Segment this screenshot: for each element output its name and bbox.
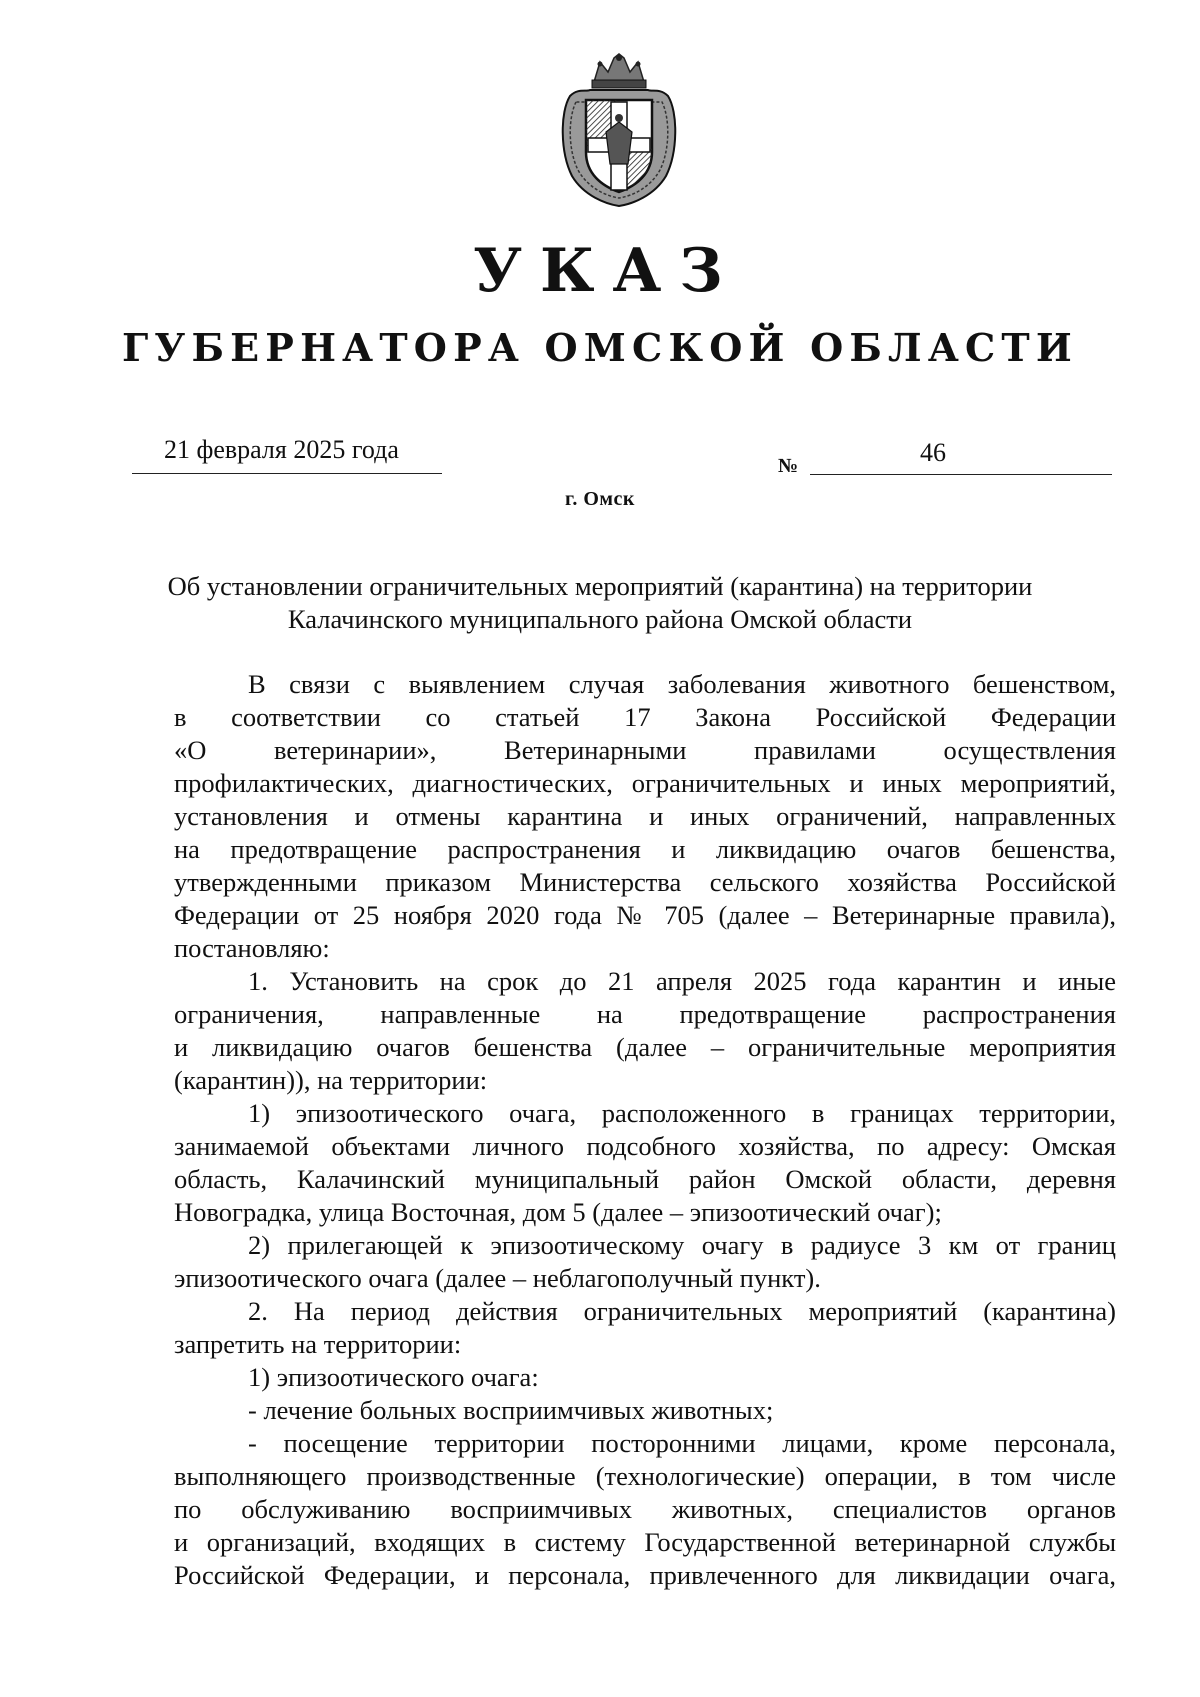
body-line: выполняющего производственные (технологические) операции, в том числе: [174, 1461, 1116, 1491]
body-line: 1) эпизоотического очага, расположенного в границах территории,: [248, 1098, 1116, 1128]
body-line: профилактических, диагностических, ограничительных и иных мероприятий,: [174, 768, 1116, 798]
body-line: Российской Федерации, и персонала, привлеченного для ликвидации очага,: [174, 1560, 1116, 1590]
document-subject: [150, 570, 1050, 636]
body-line: 1) эпизоотического очага:: [248, 1362, 539, 1392]
document-number: 46: [920, 438, 946, 467]
body-line: ограничения, направленные на предотвращение распространения: [174, 999, 1116, 1029]
body-line: занимаемой объектами личного подсобного хозяйства, по адресу: Омская: [174, 1131, 1116, 1161]
date-field: [132, 433, 442, 474]
body-line: 2) прилегающей к эпизоотическому очагу в радиусе 3 км от границ: [248, 1230, 1116, 1260]
number-sign: №: [778, 455, 799, 477]
document-subtitle: ГУБЕРНАТОРА ОМСКОЙ ОБЛАСТИ: [121, 325, 1079, 370]
body-line: эпизоотического очага (далее – неблагополучный пункт).: [174, 1263, 821, 1293]
body-line: по обслуживанию восприимчивых животных, специалистов органов: [174, 1494, 1116, 1524]
document-body: [174, 668, 1116, 1592]
body-line: - посещение территории посторонними лицами, кроме персонала,: [248, 1428, 1116, 1458]
body-line: (карантин)), на территории:: [174, 1065, 488, 1095]
document-date: 21 февраля 2025 года: [164, 435, 399, 464]
subject-line: Калачинского муниципального района Омской области: [287, 604, 913, 634]
body-line: - лечение больных восприимчивых животных;: [248, 1395, 774, 1425]
body-line: установления и отмены карантина и иных ограничений, направленных: [174, 801, 1116, 831]
body-line: в соответствии со статьей 17 Закона Российской Федерации: [174, 702, 1116, 732]
body-line: Новоградка, улица Восточная, дом 5 (далее – эпизоотический очаг);: [174, 1197, 942, 1227]
body-line: на предотвращение распространения и ликвидацию очагов бешенства,: [174, 834, 1116, 864]
body-line: запретить на территории:: [174, 1329, 462, 1359]
body-line: постановляю:: [174, 933, 330, 963]
body-line: В связи с выявлением случая заболевания животного бешенством,: [248, 669, 1116, 699]
number-field: [810, 440, 1112, 475]
body-line: 1. Установить на срок до 21 апреля 2025 года карантин и иные: [248, 966, 1116, 996]
body-line: 2. На период действия ограничительных мероприятий (карантина): [248, 1296, 1116, 1326]
body-line: Федерации от 25 ноября 2020 года № 705 (далее – Ветеринарные правила),: [174, 900, 1116, 930]
body-line: утвержденными приказом Министерства сельского хозяйства Российской: [174, 867, 1116, 897]
document-city: г. Омск: [565, 488, 635, 510]
body-line: «О ветеринарии», Ветеринарными правилами осуществления: [174, 735, 1116, 765]
body-line: и организаций, входящих в систему Государственной ветеринарной службы: [174, 1527, 1116, 1557]
document-title: УКАЗ: [473, 236, 741, 306]
body-line: и ликвидацию очагов бешенства (далее – ограничительные мероприятия: [174, 1032, 1116, 1062]
coat-of-arms-icon: [556, 52, 682, 208]
subject-line: Об установлении ограничительных мероприятий (карантина) на территории: [167, 571, 1033, 601]
body-line: область, Калачинский муниципальный район Омской области, деревня: [174, 1164, 1116, 1194]
